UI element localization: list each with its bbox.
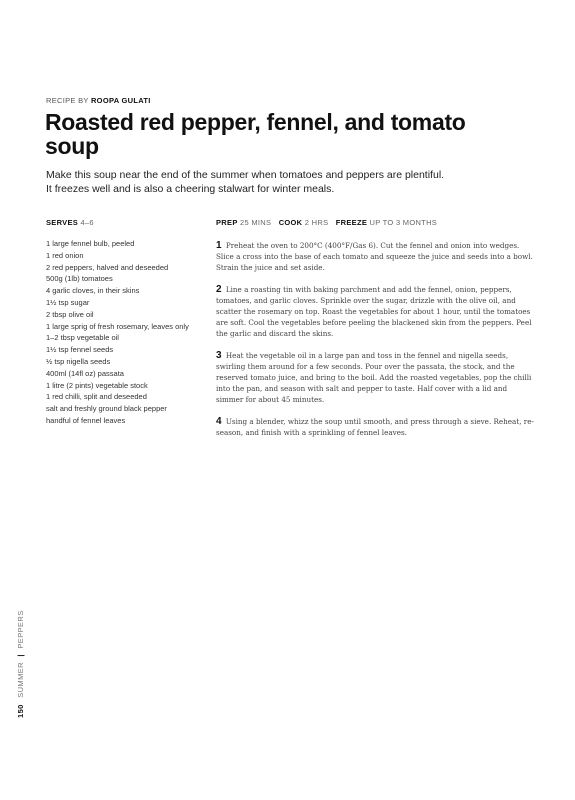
ingredient-item: ½ tsp nigella seeds: [46, 356, 111, 366]
page-number: 150: [16, 704, 25, 718]
method-step: [216, 240, 534, 274]
ingredients-list: [46, 238, 206, 427]
ingredient-item: 4 garlic cloves, in their skins: [46, 286, 140, 296]
ingredient-item: 1½ tsp fennel seeds: [46, 345, 114, 355]
ingredient-item: 1 red chilli, split and deseeded: [46, 392, 147, 402]
serves-value: 4–6: [80, 218, 94, 227]
step-text: Line a roasting tin with baking parchment and add the fennel, onion, peppers, tomatoes, and garlic cloves. Sprinkle over the sugar, drizzle with the olive oil, and scatter the rosemary on top. Roast the vegetables for about 1 hour, until the tomatoes are soft. Cool the vegetables before peeling the blackened skin from the peppers. Peel the garlic and discard the skins.: [216, 284, 532, 339]
recipe-title: Roasted red pepper, fennel, and tomato soup: [45, 109, 466, 159]
folio-section: PEPPERS: [16, 610, 25, 649]
method-step: [216, 350, 534, 406]
page-folio: [16, 588, 28, 718]
folio-separator: |: [16, 654, 25, 657]
step-text: Using a blender, whizz the soup until smooth, and press through a sieve. Reheat, re-season, and finish with a sprinkling of fennel leaves.: [216, 416, 534, 437]
prep-value: 25 MINS: [240, 218, 272, 227]
ingredient-item: 1 large fennel bulb, peeled: [46, 239, 135, 248]
ingredient-item: 400ml (14fl oz) passata: [46, 368, 124, 378]
recipe-intro: Make this soup near the end of the summer when tomatoes and peppers are plentiful. It freezes well and is also a cheering stalwart for winter meals.: [46, 169, 445, 195]
ingredient-item: 1 large sprig of fresh rosemary, leaves only: [46, 321, 189, 331]
ingredient-item: handful of fennel leaves: [46, 415, 126, 425]
ingredient-item: 1–2 tbsp vegetable oil: [46, 333, 119, 343]
method-step: [216, 284, 534, 340]
step-number: 4: [216, 415, 222, 427]
step-number: 1: [216, 240, 222, 251]
prep-label: PREP: [216, 218, 238, 227]
recipe-byline: [46, 96, 151, 105]
ingredient-item: 1½ tsp sugar: [46, 297, 90, 307]
ingredient-item: 2 tbsp olive oil: [46, 309, 94, 319]
method-steps: [216, 240, 534, 448]
cook-value: 2 HRS: [304, 218, 329, 227]
ingredient-item: 1 litre (2 pints) vegetable stock: [46, 380, 148, 390]
ingredient-item: 1 red onion: [46, 250, 84, 260]
ingredient-item: 500g (1lb) tomatoes: [46, 274, 113, 284]
method-step: [216, 416, 534, 438]
byline-author: ROOPA GULATI: [90, 96, 151, 105]
ingredient-item: salt and freshly ground black pepper: [46, 404, 167, 414]
folio-season: SUMMER: [16, 662, 25, 698]
ingredient-item: 2 red peppers, halved and deseeded: [46, 262, 169, 272]
step-number: 3: [216, 349, 222, 361]
step-text: Preheat the oven to 200°C (400°F/Gas 6). Cut the fennel and onion into wedges. Slice a cross into the base of each tomato and squeeze the juice and seeds into a bowl. Strain the juice and set aside.: [216, 241, 533, 273]
freeze-value: UP TO 3 MONTHS: [369, 218, 438, 227]
cook-label: COOK: [278, 218, 303, 227]
serves-info: [46, 218, 94, 227]
freeze-label: FREEZE: [335, 218, 368, 227]
step-text: Heat the vegetable oil in a large pan and toss in the fennel and nigella seeds, swirling them around for a few seconds. Pour over the passata, the stock, and the reserved tomato juice, and bring to the boil. Add the roasted vegetables, pop the chilli into the pan, and season with salt and pepper to taste. Half cover with a lid and simmer for about 45 minutes.: [216, 350, 532, 405]
step-number: 2: [216, 283, 222, 295]
timing-info: [216, 218, 437, 227]
serves-label: SERVES: [46, 218, 79, 227]
byline-label: RECIPE BY: [46, 96, 89, 105]
